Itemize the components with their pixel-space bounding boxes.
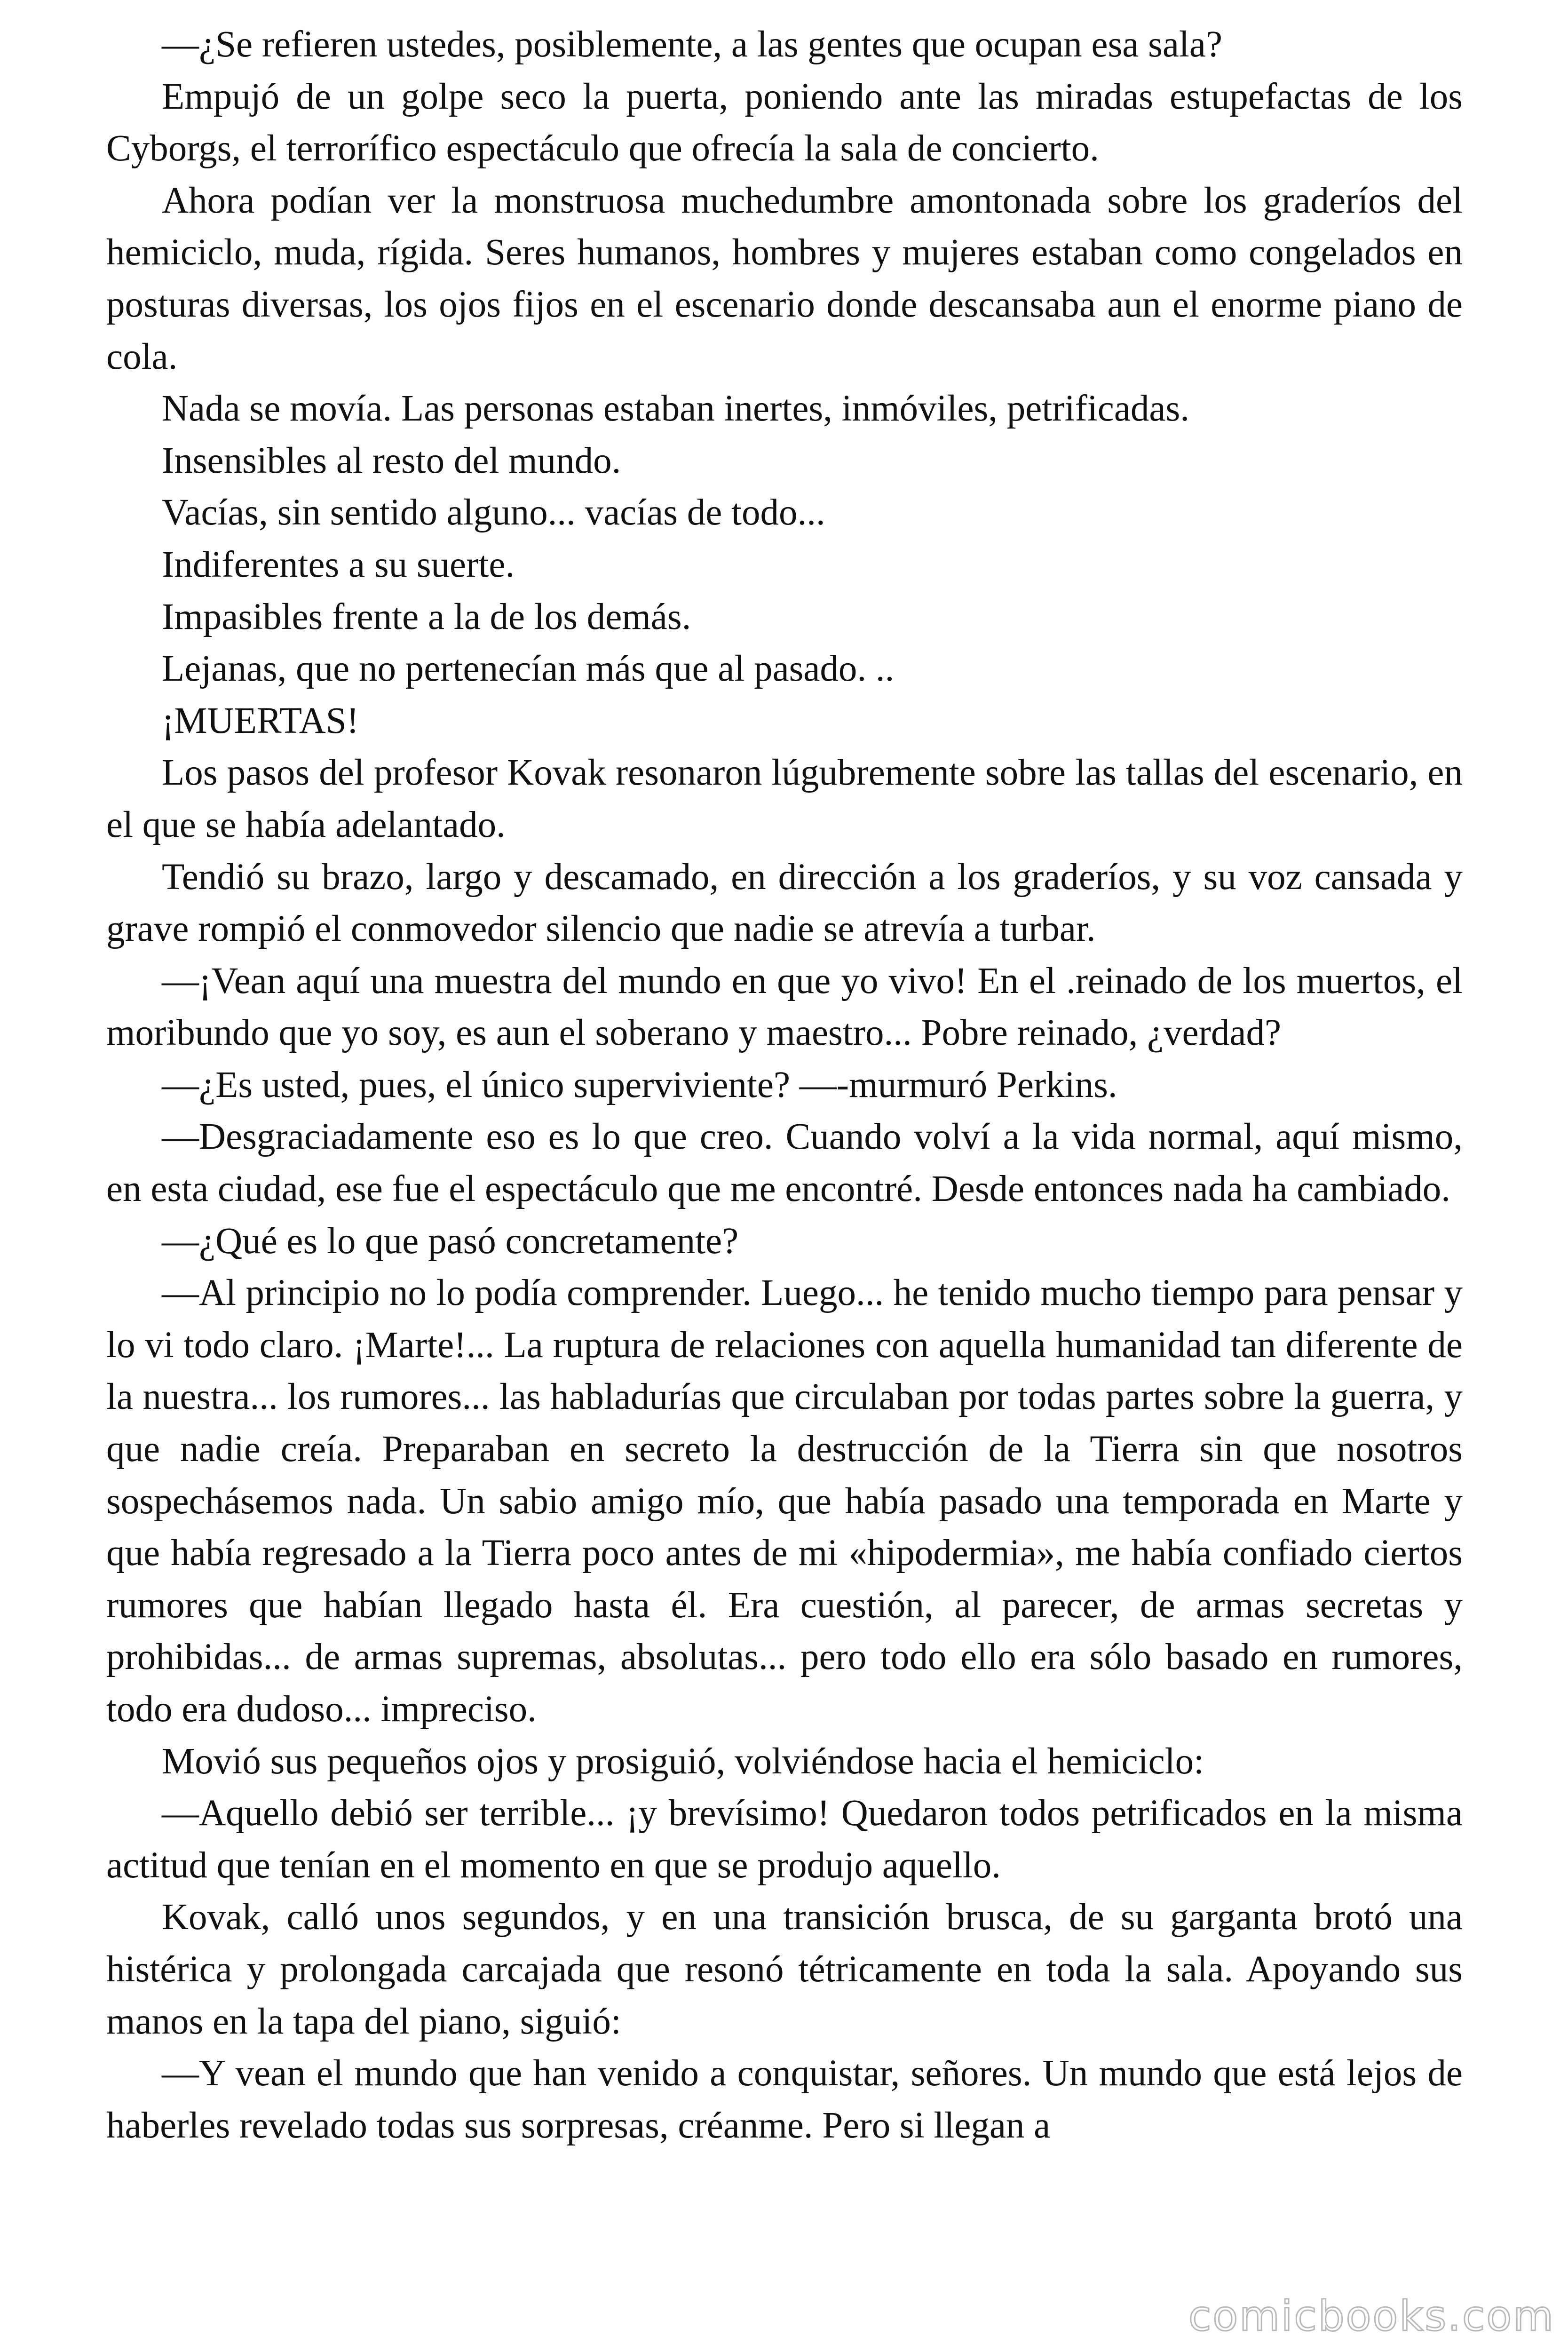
paragraph: Insensibles al resto del mundo. [162,440,621,481]
paragraph: —Y vean el mundo que han venido a conquistar, señores. Un mundo que está lejos de haberles revelado todas sus sorpresas, créanme. Pero si llegan a [106,2053,1463,2146]
paragraph: —¿Qué es lo que pasó concretamente? [162,1220,739,1262]
paragraph: Empujó de un golpe seco la puerta, poniendo ante las miradas estupefactas de los Cyborgs, el terrorífico espectáculo que ofrecía la sala de concierto. [106,76,1463,169]
paragraph: Movió sus pequeños ojos y prosiguió, volviéndose hacia el hemiciclo: [162,1740,1204,1782]
text-column [106,19,1463,2152]
paragraph: —Desgraciadamente eso es lo que creo. Cuando volví a la vida normal, aquí mismo, en esta ciudad, ese fue el espectáculo que me encontré. Desde entonces nada ha cambiado. [106,1116,1463,1210]
paragraph: Indiferentes a su suerte. [162,544,515,585]
paragraph: Nada se movía. Las personas estaban inertes, inmóviles, petrificadas. [162,388,1189,429]
paragraph: —¿Se refieren ustedes, posiblemente, a las gentes que ocupan esa sala? [162,24,1223,65]
paragraph: Tendió su brazo, largo y descamado, en dirección a los graderíos, y su voz cansada y grave rompió el conmovedor silencio que nadie se atrevía a turbar. [106,856,1463,950]
watermark-logo: comicbooks.com [1188,2292,1555,2340]
paragraph: ¡MUERTAS! [162,700,359,741]
paragraph: Impasibles frente a la de los demás. [162,596,691,637]
paragraph: Ahora podían ver la monstruosa muchedumbre amontonada sobre los graderíos del hemiciclo, muda, rígida. Seres humanos, hombres y mujeres estaban como congelados en posturas diversas, los ojos fijos en el escenario donde descansaba aun el enorme piano de cola. [106,180,1463,377]
paragraph: Kovak, calló unos segundos, y en una transición brusca, de su garganta brotó una histérica y prolongada carcajada que resonó tétricamente en toda la sala. Apoyando sus manos en la tapa del piano, siguió: [106,1897,1463,2042]
paragraph: —¿Es usted, pues, el único superviviente? —-murmuró Perkins. [162,1064,1117,1105]
paragraph: —Aquello debió ser terrible... ¡y brevísimo! Quedaron todos petrificados en la misma actitud que tenían en el momento en que se produjo aquello. [106,1793,1463,1886]
paragraph: —Al principio no lo podía comprender. Luego... he tenido mucho tiempo para pensar y lo vi todo claro. ¡Marte!... La ruptura de relaciones con aquella humanidad tan diferente de la nuestra... los rumores... las habladurías que circulaban por todas partes sobre la guerra, y que nadie creía. Preparaban en secreto la destrucción de la Tierra sin que nosotros sospechásemos nada. Un sabio amigo mío, que había pasado una temporada en Marte y que había regresado a la Tierra poco antes de mi «hipodermia», me había confiado ciertos rumores que habían llegado hasta él. Era cuestión, al parecer, de armas secretas y prohibidas... de armas supremas, absolutas... pero todo ello era sólo basado en rumores, todo era dudoso... impreciso. [106,1272,1463,1730]
paragraph: Vacías, sin sentido alguno... vacías de todo... [162,492,825,533]
paragraph: —¡Vean aquí una muestra del mundo en que yo vivo! En el .reinado de los muertos, el moribundo que yo soy, es aun el soberano y maestro... Pobre reinado, ¿verdad? [106,960,1463,1054]
paragraph: Lejanas, que no pertenecían más que al pasado. .. [162,648,895,690]
paragraph: Los pasos del profesor Kovak resonaron lúgubremente sobre las tallas del escenario, en el que se había adelantado. [106,752,1463,845]
